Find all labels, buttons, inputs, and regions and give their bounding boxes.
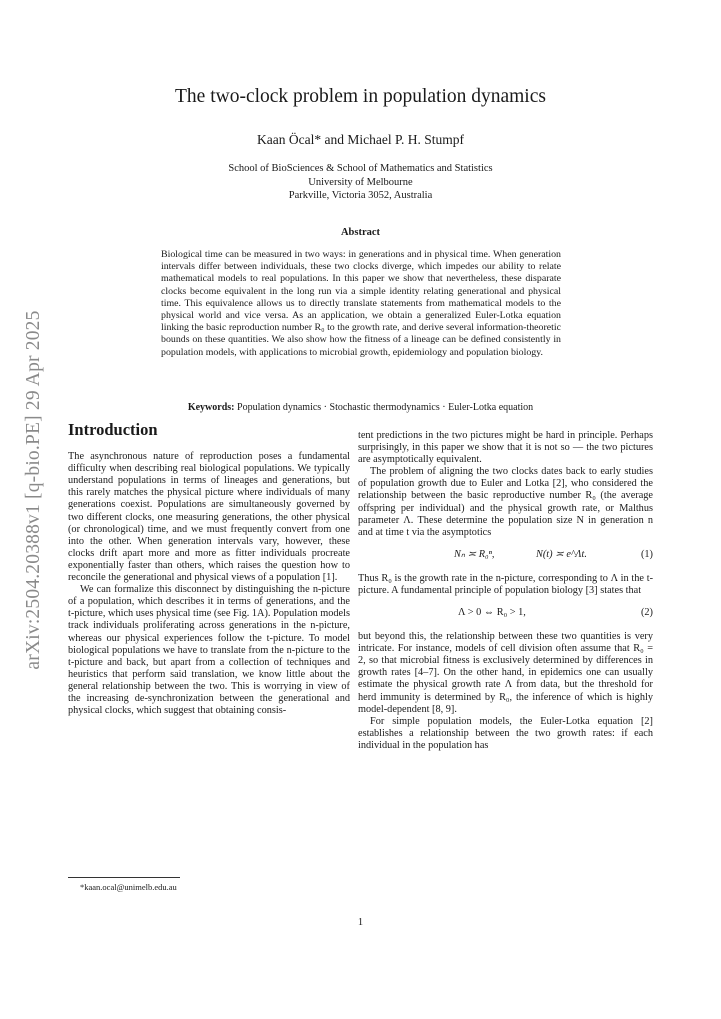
equation-2-body: Λ > 0 ⇔ R₀ > 1, [458,607,526,619]
keywords-list: Population dynamics · Stochastic thermodynamics · Euler-Lotka equation [237,402,534,413]
paper-title: The two-clock problem in population dynamics [175,86,546,107]
paragraph: The asynchronous nature of reproduction poses a fundamental difficulty when describing real biological populations. We typically understand populations in terms of lineages and generations, but this rarely matches the physical picture where individuals of many generations coexist. Populations are simultaneously governed by two different clocks, one measuring generations, the other physical (or chronological) time, and we must frequently convert from one into the other. When generation intervals vary, however, these clocks drift apart more and more as fitter individuals procreate exponentially faster than others, which raises the question how to reconcile the generational and physical views of a population [1]. [68,451,350,584]
page-number: 1 [357,917,364,928]
paragraph: The problem of aligning the two clocks dates back to early studies of population growth due to Euler and Lotka [2], who considered the relationship between the basic reproductive number R₀ (the average offspring per individual) and the physical growth rate, or Malthus parameter Λ. These determine the population size N in generation n and at time t via the asymptotics [358,466,653,538]
right-column [358,430,653,752]
paragraph: tent predictions in the two pictures might be hard in principle. Perhaps surprisingly, in this paper we show that it is not so — the two pictures are asymptotically equivalent. [358,430,653,466]
equation-1 [358,539,653,573]
arxiv-identifier: arXiv:2504.20388v1 [q-bio.PE] 29 Apr 2025 [23,310,44,670]
paragraph: For simple population models, the Euler-Lotka equation [2] establishes a relationship between the two growth rates: if each individual in the population has [358,715,653,751]
equation-2-number: (2) [640,607,653,619]
affiliation [0,162,721,203]
affiliation-line: Parkville, Victoria 3052, Australia [288,190,433,201]
section-heading: Introduction [68,420,158,439]
paragraph: Thus R₀ is the growth rate in the n-picture, corresponding to Λ in the t-picture. A fundamental principle of population biology [3] states that [358,572,653,596]
affiliation-line: University of Melbourne [308,176,413,188]
equation-1-number: (1) [640,548,653,560]
abstract-heading: Abstract [340,227,381,238]
abstract-body [161,249,561,359]
affiliation-line: School of BioSciences & School of Mathematics and Statistics [228,163,493,174]
equation-1-right: N(t) ≍ e^Λt. [536,548,587,560]
paragraph: but beyond this, the relationship between these two quantities is very intricate. For instance, models of cell division often assume that R₀ = 2, so that microbial fitness is exclusively determined by differences in growth rates [4–7]. On the other hand, in epidemics one can usually estimate the physical growth rate Λ from data, but the threshold for herd immunity is determined by R₀, the inference of which is highly model-dependent [8, 9]. [358,631,653,715]
footnote: *kaan.ocal@unimelb.edu.au [80,882,177,892]
author-list: Kaan Öcal* and Michael P. H. Stumpf [257,132,464,147]
keywords-line [0,402,721,413]
keywords-label: Keywords: [187,402,235,413]
abstract-text: Biological time can be measured in two ways: in generations and in physical time. When generation intervals differ between individuals, these two clocks diverge, which impedes our ability to relate mathematical models to real populations. In this paper we show that nevertheless, these disparate clocks become equivalent in the long run via a simple identity relating generational and physical time. This equivalence allows us to directly translate statements from mathematical models to the physical world and vice versa. As an application, we obtain a generalized Euler-Lotka equation linking the basic reproduction number R₀ to the growth rate, and derive several information-theoretic bounds on these quantities. We also show how the fitness of a lineage can be defined consistently in population models, with applications to microbial growth, epidemiology and population biology. [161,249,561,358]
footnote-rule [68,877,180,878]
paragraph: We can formalize this disconnect by distinguishing the n-picture of a population, which describes it in terms of generations, and the t-picture, which uses physical time (see Fig. 1A). Population models track individuals proliferating across generations in the n-picture, whereas our physical experiences follow the t-picture. To model biological populations we have to translate from the n-picture to the t-picture and back, but apart from a collection of techniques and heuristics that perform said translation, we know little about the general relationship between the two. This is worrying in view of the increasing de-synchronization between the generational and physical clocks, which suggest that obtaining consis- [68,584,350,717]
equation-2 [358,597,653,631]
equation-1-left: Nₙ ≍ R₀ⁿ, [454,548,495,560]
left-column [68,420,350,717]
